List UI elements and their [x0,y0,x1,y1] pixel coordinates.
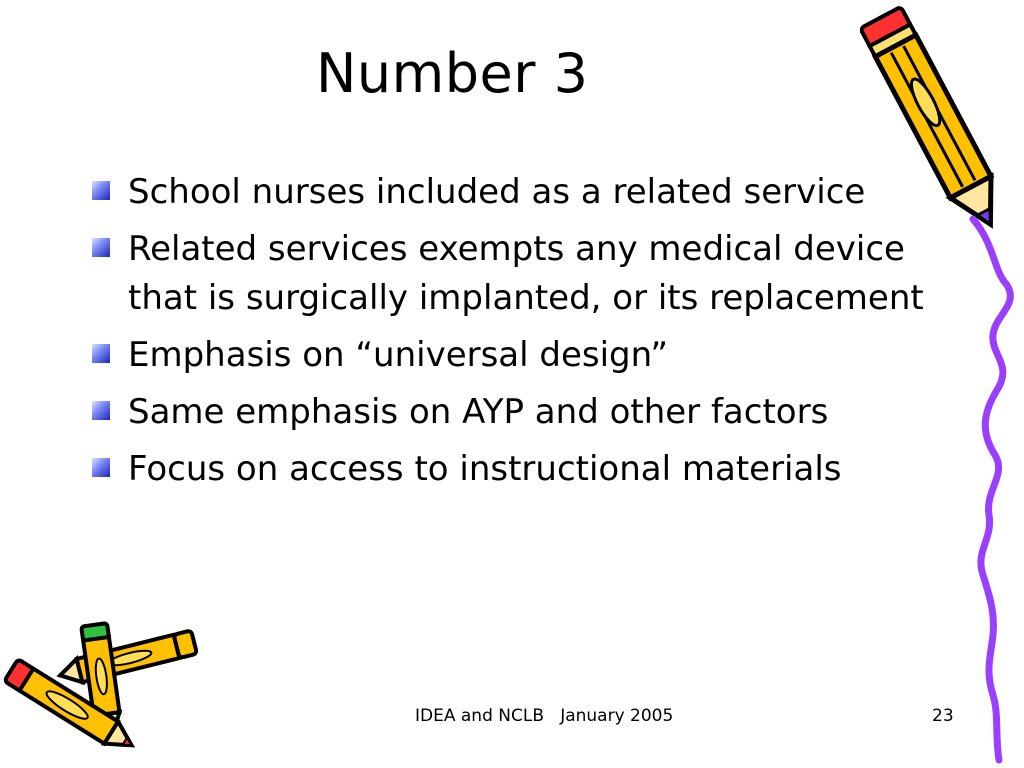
square-bullet-icon [92,238,110,257]
slide-title: Number 3 [316,42,589,105]
bullet-item [92,168,932,217]
bullet-list [92,168,932,502]
bullet-text: Emphasis on “universal design” [128,335,668,375]
bullet-item [92,445,932,494]
bullet-text: Related services exempts any medical device that is surgically implanted, or its replacement [128,229,924,318]
footer-text: IDEA and NCLB January 2005 [415,706,674,726]
squiggle-line-decoration [955,215,1024,768]
square-bullet-icon [92,181,110,200]
page-number: 23 [932,706,954,726]
square-bullet-icon [92,401,110,420]
bullet-item [92,225,932,323]
bullet-text: Same emphasis on AYP and other factors [128,392,829,432]
bullet-text: Focus on access to instructional materials [128,449,842,489]
crossed-pencils-icon [0,618,210,758]
large-pencil-icon [860,0,1010,245]
bullet-text: School nurses included as a related service [128,172,866,212]
bullet-item [92,331,932,380]
bullet-item [92,388,932,437]
square-bullet-icon [92,458,110,477]
square-bullet-icon [92,344,110,363]
